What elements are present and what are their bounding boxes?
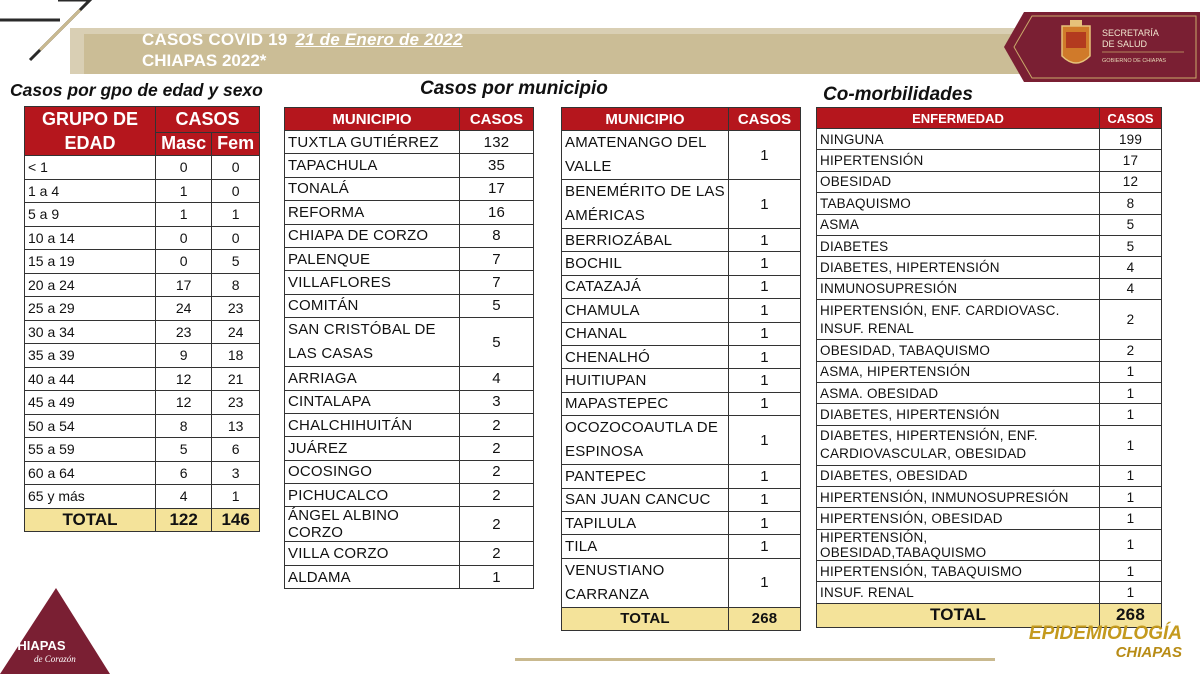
municipality-cases: 2 <box>460 437 534 460</box>
municipality-cases: 1 <box>729 392 801 415</box>
comorbidity-name: HIPERTENSIÓN, OBESIDAD <box>817 508 1100 529</box>
municipality-cases: 1 <box>729 558 801 607</box>
municipality-row <box>285 507 534 542</box>
age-row <box>25 250 260 274</box>
comorbidity-row <box>817 582 1162 603</box>
municipality-name: PICHUCALCO <box>285 484 460 507</box>
municipality-cases: 17 <box>460 177 534 200</box>
header-title-text: CASOS COVID 19 <box>142 30 288 49</box>
municipality-name: TAPACHULA <box>285 154 460 177</box>
municipality-name: SAN CRISTÓBAL DE LAS CASAS <box>285 318 460 367</box>
age-group-cell: 35 a 39 <box>25 344 156 368</box>
municipality-name: CINTALAPA <box>285 390 460 413</box>
municipality-row <box>285 318 534 367</box>
comorbidity-name: INMUNOSUPRESIÓN <box>817 278 1100 299</box>
municipality-name: VILLA CORZO <box>285 542 460 565</box>
municipality-row <box>285 565 534 588</box>
head-fem: Fem <box>212 132 260 155</box>
masc-cases-cell: 12 <box>156 391 212 415</box>
comorbidity-cases: 12 <box>1100 171 1162 192</box>
municipality-name: CHANAL <box>562 322 729 345</box>
age-row <box>25 273 260 297</box>
chiapas-de-corazon-logo <box>0 588 110 674</box>
comorb-section-title: Co-morbilidades <box>823 84 973 105</box>
municipality-name: CHIAPA DE CORZO <box>285 224 460 247</box>
municipality-cases: 1 <box>729 345 801 368</box>
fem-cases-cell: 0 <box>212 179 260 203</box>
municipality-cases: 1 <box>729 416 801 465</box>
head-masc: Masc <box>156 132 212 155</box>
masc-cases-cell: 12 <box>156 367 212 391</box>
municipality-name: TONALÁ <box>285 177 460 200</box>
masc-cases-cell: 5 <box>156 438 212 462</box>
fem-cases-cell: 8 <box>212 273 260 297</box>
municipality-row <box>562 488 801 511</box>
comorbidity-cases: 17 <box>1100 150 1162 171</box>
comorbidity-cases: 1 <box>1100 465 1162 486</box>
comorbidity-name: OBESIDAD <box>817 171 1100 192</box>
municipality-cases: 5 <box>460 294 534 317</box>
comorbidity-cases: 199 <box>1100 129 1162 150</box>
age-row <box>25 461 260 485</box>
comorbidity-cases: 4 <box>1100 278 1162 299</box>
municipality-name: ALDAMA <box>285 565 460 588</box>
age-group-cell: 5 a 9 <box>25 203 156 227</box>
comorbidity-cases: 1 <box>1100 560 1162 581</box>
comorbidity-cases: 1 <box>1100 425 1162 465</box>
epidemiologia-logo <box>1029 624 1182 662</box>
fem-cases-cell: 1 <box>212 485 260 509</box>
municipality-cases: 2 <box>460 413 534 436</box>
head-municipality: MUNICIPIO <box>285 108 460 131</box>
masc-cases-cell: 8 <box>156 414 212 438</box>
municipality-name: TILA <box>562 535 729 558</box>
comorbidity-row <box>817 171 1162 192</box>
fem-cases-cell: 13 <box>212 414 260 438</box>
age-section-title: Casos por gpo de edad y sexo <box>10 80 263 100</box>
municipality-cases: 132 <box>460 131 534 154</box>
epi-line1: EPIDEMIOLOGÍA <box>1028 623 1182 644</box>
comorbidity-name: NINGUNA <box>817 129 1100 150</box>
comorbidity-cases: 1 <box>1100 582 1162 603</box>
comorbidity-row <box>817 487 1162 508</box>
masc-cases-cell: 4 <box>156 485 212 509</box>
fem-cases-cell: 0 <box>212 156 260 180</box>
municipality-cases: 16 <box>460 201 534 224</box>
municipality-cases: 1 <box>729 252 801 275</box>
municipality-name: REFORMA <box>285 201 460 224</box>
muni-total-label: TOTAL <box>562 607 729 630</box>
comorbidity-name: DIABETES, HIPERTENSIÓN <box>817 257 1100 278</box>
comorbidity-name: HIPERTENSIÓN, INMUNOSUPRESIÓN <box>817 487 1100 508</box>
comorbidity-row <box>817 129 1162 150</box>
municipality-row <box>285 271 534 294</box>
municipality-name: HUITIUPAN <box>562 369 729 392</box>
municipality-row <box>562 131 801 180</box>
municipality-name: PANTEPEC <box>562 465 729 488</box>
municipality-name: JUÁREZ <box>285 437 460 460</box>
age-row <box>25 344 260 368</box>
municipality-cases: 4 <box>460 367 534 390</box>
municipality-row <box>285 484 534 507</box>
comorbidity-cases: 1 <box>1100 382 1162 403</box>
municipality-row <box>285 294 534 317</box>
comorbidity-name: ASMA, HIPERTENSIÓN <box>817 361 1100 382</box>
comorbidity-row <box>817 361 1162 382</box>
municipality-row <box>562 275 801 298</box>
age-group-cell: 25 a 29 <box>25 297 156 321</box>
comorbidity-name: TABAQUISMO <box>817 193 1100 214</box>
comorbidity-row <box>817 150 1162 171</box>
logo-left-line1: CHIAPAS <box>8 638 66 653</box>
municipality-row <box>562 558 801 607</box>
comorbidity-row <box>817 340 1162 361</box>
comorbidities-table <box>816 107 1162 628</box>
age-row <box>25 297 260 321</box>
municipality-cases: 1 <box>729 275 801 298</box>
municipality-name: TUXTLA GUTIÉRREZ <box>285 131 460 154</box>
municipality-row <box>562 322 801 345</box>
comorbidity-row <box>817 300 1162 340</box>
age-row <box>25 391 260 415</box>
municipality-row <box>562 252 801 275</box>
masc-cases-cell: 0 <box>156 226 212 250</box>
masc-cases-cell: 0 <box>156 156 212 180</box>
age-row <box>25 156 260 180</box>
municipality-name: PALENQUE <box>285 247 460 270</box>
municipality-name: VENUSTIANO CARRANZA <box>562 558 729 607</box>
comorbidity-cases: 1 <box>1100 404 1162 425</box>
masc-cases-cell: 23 <box>156 320 212 344</box>
comorbidity-cases: 1 <box>1100 487 1162 508</box>
age-row <box>25 320 260 344</box>
municipality-cases: 2 <box>460 507 534 542</box>
age-row <box>25 485 260 509</box>
masc-cases-cell: 1 <box>156 179 212 203</box>
muni-section-title: Casos por municipio <box>420 78 608 99</box>
comorbidity-row <box>817 425 1162 465</box>
comorbidity-cases: 1 <box>1100 529 1162 560</box>
comorbidity-row <box>817 214 1162 235</box>
header-title <box>142 30 463 50</box>
fem-cases-cell: 24 <box>212 320 260 344</box>
masc-cases-cell: 1 <box>156 203 212 227</box>
comorbidity-row <box>817 193 1162 214</box>
municipality-cases: 1 <box>729 229 801 252</box>
municipality-cases: 5 <box>460 318 534 367</box>
municipality-row <box>285 177 534 200</box>
municipality-row <box>285 542 534 565</box>
municipality-row <box>562 535 801 558</box>
municipality-total-row <box>562 607 801 630</box>
age-group-cell: 60 a 64 <box>25 461 156 485</box>
municipality-cases: 2 <box>460 542 534 565</box>
municipality-row <box>285 224 534 247</box>
age-row <box>25 179 260 203</box>
comorbidity-name: DIABETES, HIPERTENSIÓN <box>817 404 1100 425</box>
age-group-cell: 45 a 49 <box>25 391 156 415</box>
logo-left-line2: de Corazón <box>34 654 76 664</box>
comorbidity-row <box>817 404 1162 425</box>
municipality-row <box>562 511 801 534</box>
age-group-cell: 40 a 44 <box>25 367 156 391</box>
badge-line3: GOBIERNO DE CHIAPAS <box>1102 58 1167 64</box>
age-group-cell: 1 a 4 <box>25 179 156 203</box>
age-group-cell: 50 a 54 <box>25 414 156 438</box>
municipality-cases: 7 <box>460 247 534 270</box>
badge-line1: SECRETARÍA <box>1102 28 1159 38</box>
header-subtitle: CHIAPAS 2022* <box>142 51 267 70</box>
comorbidity-row <box>817 465 1162 486</box>
municipality-cases: 8 <box>460 224 534 247</box>
municipality-row <box>285 131 534 154</box>
comorbidity-name: HIPERTENSIÓN, ENF. CARDIOVASC. INSUF. RENAL <box>817 300 1100 340</box>
fem-cases-cell: 18 <box>212 344 260 368</box>
municipality-row <box>285 413 534 436</box>
municipality-row <box>562 369 801 392</box>
age-group-cell: < 1 <box>25 156 156 180</box>
municipality-cases: 3 <box>460 390 534 413</box>
municipality-name: AMATENANGO DEL VALLE <box>562 131 729 180</box>
municipality-cases: 1 <box>729 369 801 392</box>
municipality-name: BOCHIL <box>562 252 729 275</box>
municipality-row <box>285 247 534 270</box>
age-group-cell: 15 a 19 <box>25 250 156 274</box>
fem-cases-cell: 23 <box>212 297 260 321</box>
municipality-cases: 7 <box>460 271 534 294</box>
municipality-name: BERRIOZÁBAL <box>562 229 729 252</box>
municipality-row <box>285 367 534 390</box>
comorbidity-name: HIPERTENSIÓN, OBESIDAD,TABAQUISMO <box>817 529 1100 560</box>
municipality-row <box>285 460 534 483</box>
age-sex-table <box>24 106 260 532</box>
masc-cases-cell: 0 <box>156 250 212 274</box>
comorbidity-name: HIPERTENSIÓN <box>817 150 1100 171</box>
municipality-row <box>562 465 801 488</box>
age-group-cell: 30 a 34 <box>25 320 156 344</box>
fem-cases-cell: 1 <box>212 203 260 227</box>
comorbidity-row <box>817 560 1162 581</box>
comorb-total-label: TOTAL <box>817 603 1100 627</box>
fem-cases-cell: 0 <box>212 226 260 250</box>
comorbidity-row <box>817 278 1162 299</box>
age-group-cell: 65 y más <box>25 485 156 509</box>
municipality-row <box>562 229 801 252</box>
total-masc: 122 <box>156 508 212 532</box>
head-age-group: GRUPO DE EDAD <box>25 107 156 156</box>
comorbidity-name: DIABETES, HIPERTENSIÓN, ENF. CARDIOVASCULAR, OBESIDAD <box>817 425 1100 465</box>
comorbidity-name: OBESIDAD, TABAQUISMO <box>817 340 1100 361</box>
municipality-name: CHALCHIHUITÁN <box>285 413 460 436</box>
comorbidity-row <box>817 382 1162 403</box>
header-date: 21 de Enero de 2022 <box>295 30 463 49</box>
municipality-name: TAPILULA <box>562 511 729 534</box>
age-row <box>25 414 260 438</box>
comorb-total-value: 268 <box>1100 603 1162 627</box>
head-municipality: MUNICIPIO <box>562 108 729 131</box>
municipality-cases: 1 <box>460 565 534 588</box>
comorbidity-cases: 4 <box>1100 257 1162 278</box>
comorbidity-name: HIPERTENSIÓN, TABAQUISMO <box>817 560 1100 581</box>
municipality-row <box>285 154 534 177</box>
municipality-name: CATAZAJÁ <box>562 275 729 298</box>
municipality-table-left <box>284 107 534 589</box>
age-group-cell: 20 a 24 <box>25 273 156 297</box>
municipality-row <box>285 390 534 413</box>
bottom-rule <box>515 658 995 661</box>
coat-of-arms-icon <box>1062 20 1090 63</box>
municipality-cases: 1 <box>729 465 801 488</box>
age-row <box>25 226 260 250</box>
municipality-name: ÁNGEL ALBINO CORZO <box>285 507 460 542</box>
municipality-cases: 1 <box>729 131 801 180</box>
municipality-name: CHAMULA <box>562 299 729 322</box>
head-disease: ENFERMEDAD <box>817 108 1100 129</box>
head-muni-cases: CASOS <box>729 108 801 131</box>
municipality-row <box>562 416 801 465</box>
comorbidity-row <box>817 235 1162 256</box>
municipality-name: VILLAFLORES <box>285 271 460 294</box>
municipality-name: ARRIAGA <box>285 367 460 390</box>
municipality-cases: 2 <box>460 460 534 483</box>
comorbidity-cases: 5 <box>1100 214 1162 235</box>
fem-cases-cell: 6 <box>212 438 260 462</box>
badge-line2: DE SALUD <box>1102 39 1148 49</box>
head-comorb-cases: CASOS <box>1100 108 1162 129</box>
head-cases: CASOS <box>156 107 260 133</box>
comorbidity-cases: 5 <box>1100 235 1162 256</box>
municipality-name: OCOZOCOAUTLA DE ESPINOSA <box>562 416 729 465</box>
municipality-name: CHENALHÓ <box>562 345 729 368</box>
total-label: TOTAL <box>25 508 156 532</box>
municipality-row <box>562 345 801 368</box>
comorbidity-row <box>817 508 1162 529</box>
comorbidity-name: ASMA. OBESIDAD <box>817 382 1100 403</box>
secretaria-badge <box>1004 12 1200 82</box>
municipality-cases: 1 <box>729 322 801 345</box>
comorbidity-name: DIABETES, OBESIDAD <box>817 465 1100 486</box>
municipality-cases: 35 <box>460 154 534 177</box>
age-group-cell: 55 a 59 <box>25 438 156 462</box>
age-row <box>25 367 260 391</box>
age-row <box>25 203 260 227</box>
municipality-row <box>285 437 534 460</box>
age-group-cell: 10 a 14 <box>25 226 156 250</box>
municipality-name: BENEMÉRITO DE LAS AMÉRICAS <box>562 180 729 229</box>
municipality-row <box>562 180 801 229</box>
comorbidity-cases: 1 <box>1100 508 1162 529</box>
municipality-row <box>285 201 534 224</box>
fem-cases-cell: 23 <box>212 391 260 415</box>
comorbidity-name: INSUF. RENAL <box>817 582 1100 603</box>
comorbidity-row <box>817 529 1162 560</box>
municipality-name: COMITÁN <box>285 294 460 317</box>
municipality-row <box>562 299 801 322</box>
municipality-cases: 1 <box>729 488 801 511</box>
age-total-row <box>25 508 260 532</box>
municipality-row <box>562 392 801 415</box>
comorbidity-cases: 1 <box>1100 361 1162 382</box>
masc-cases-cell: 9 <box>156 344 212 368</box>
comorbidity-row <box>817 257 1162 278</box>
municipality-name: OCOSINGO <box>285 460 460 483</box>
municipality-cases: 2 <box>460 484 534 507</box>
comorbidity-name: DIABETES <box>817 235 1100 256</box>
comorbidity-cases: 2 <box>1100 340 1162 361</box>
muni-total-value: 268 <box>729 607 801 630</box>
municipality-cases: 1 <box>729 535 801 558</box>
municipality-name: SAN JUAN CANCUC <box>562 488 729 511</box>
age-row <box>25 438 260 462</box>
municipality-cases: 1 <box>729 511 801 534</box>
masc-cases-cell: 6 <box>156 461 212 485</box>
epi-line2: CHIAPAS <box>1115 644 1182 661</box>
municipality-cases: 1 <box>729 180 801 229</box>
comorbidity-cases: 8 <box>1100 193 1162 214</box>
masc-cases-cell: 17 <box>156 273 212 297</box>
municipality-name: MAPASTEPEC <box>562 392 729 415</box>
fem-cases-cell: 21 <box>212 367 260 391</box>
total-fem: 146 <box>212 508 260 532</box>
municipality-table-right <box>561 107 801 631</box>
fem-cases-cell: 5 <box>212 250 260 274</box>
comorbidity-cases: 2 <box>1100 300 1162 340</box>
head-muni-cases: CASOS <box>460 108 534 131</box>
comorbidity-name: ASMA <box>817 214 1100 235</box>
masc-cases-cell: 24 <box>156 297 212 321</box>
municipality-cases: 1 <box>729 299 801 322</box>
fem-cases-cell: 3 <box>212 461 260 485</box>
